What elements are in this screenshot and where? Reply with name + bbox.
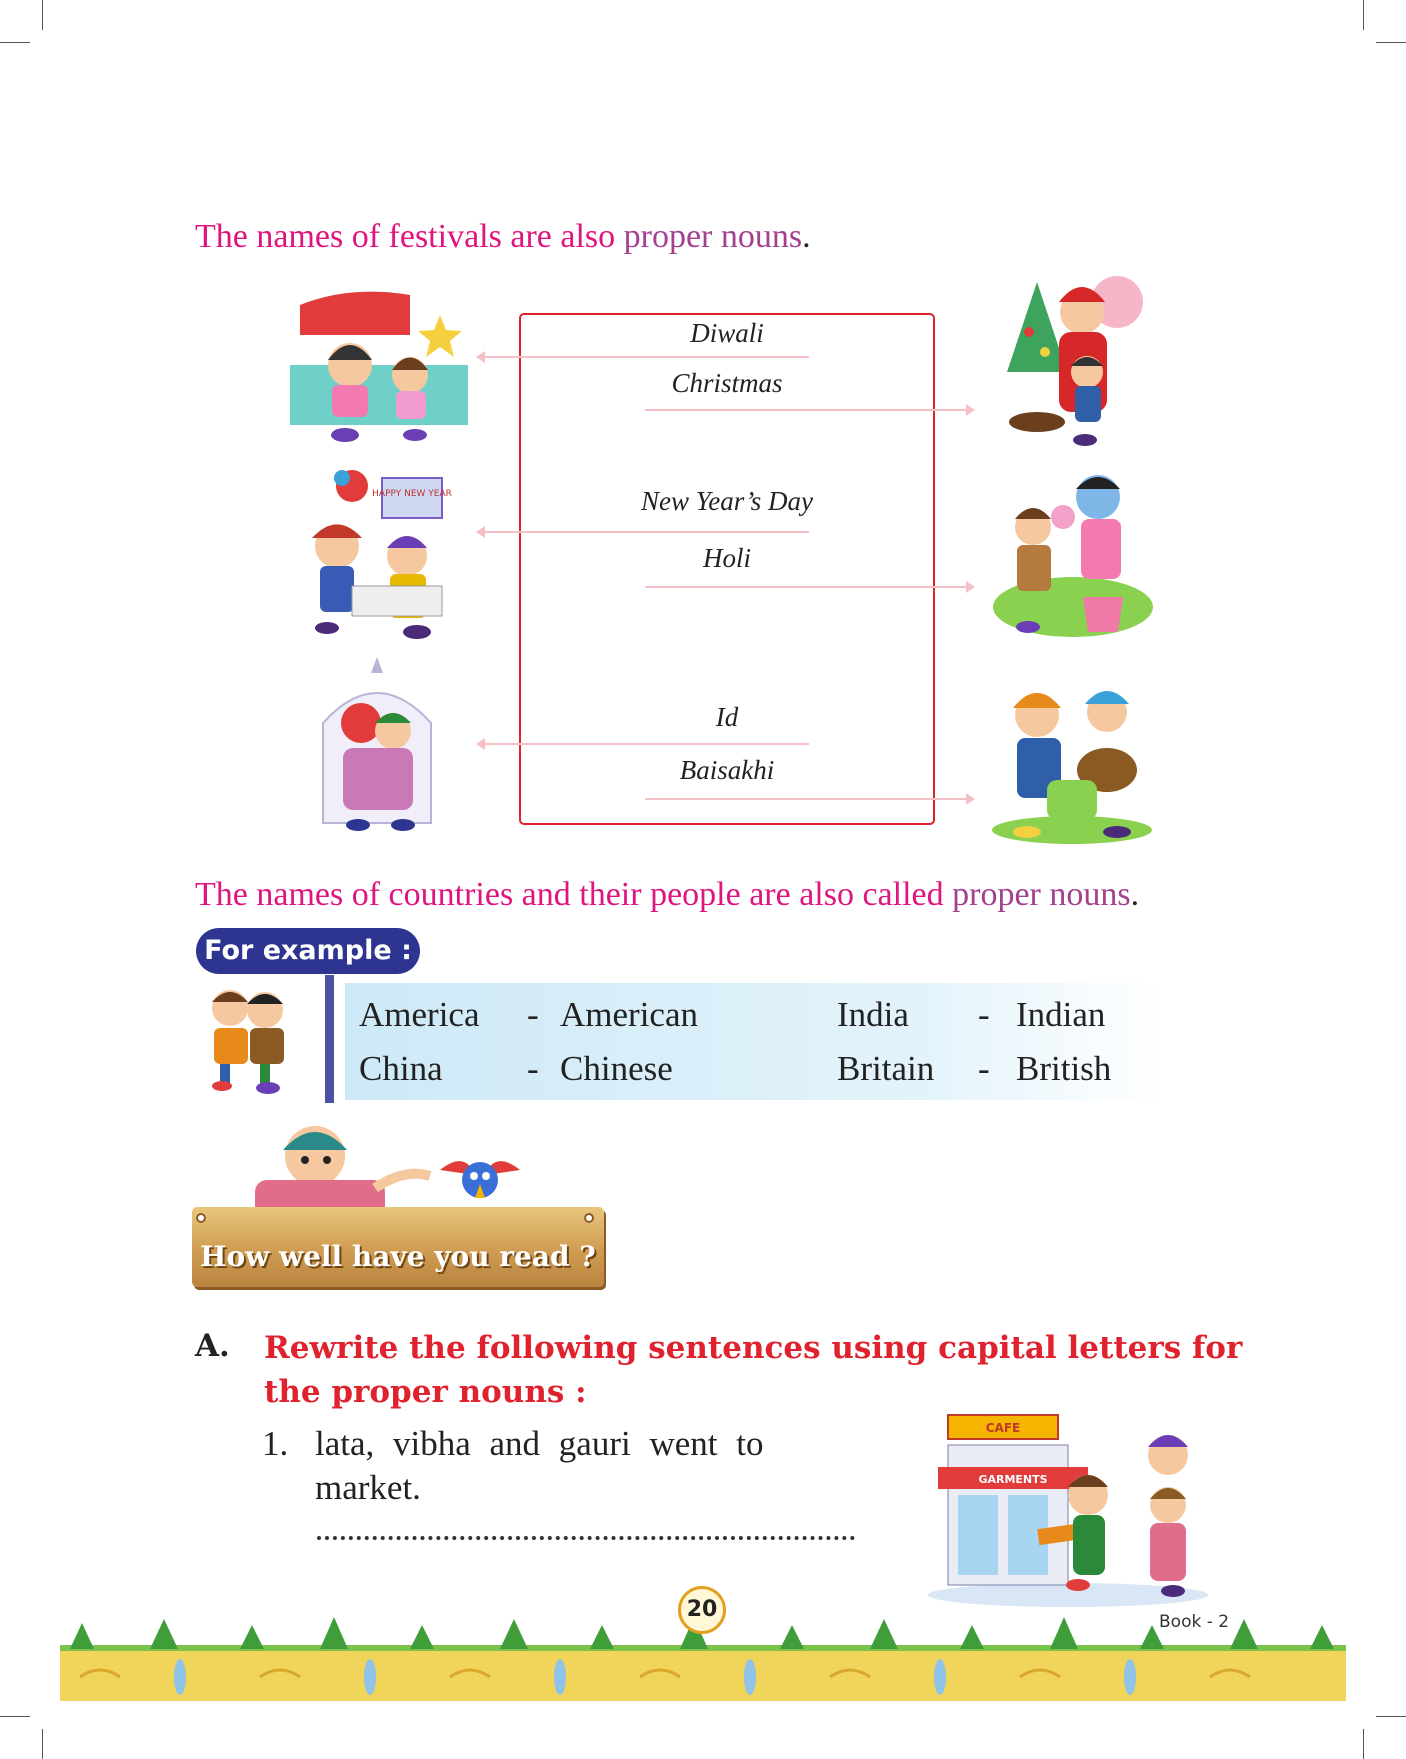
holi-picture <box>983 457 1157 643</box>
happy-new-year-sign-text: HAPPY NEW YEAR <box>372 489 452 499</box>
festival-word-diwali: Diwali <box>690 318 764 348</box>
people-american: American <box>560 995 698 1034</box>
page-number: 20 <box>678 1586 726 1634</box>
book-label: Book - 2 <box>1159 1612 1230 1632</box>
dash: - <box>527 1049 539 1088</box>
dash: - <box>527 995 539 1034</box>
for-example-label: For example : <box>196 928 420 974</box>
festival-word-holi: Holi <box>702 543 751 573</box>
item-sentence-line1: lata, vibha and gauri went to <box>315 1424 764 1463</box>
reading-child-picture <box>245 1118 435 1218</box>
children-picture <box>200 980 295 1095</box>
dash: - <box>978 995 990 1034</box>
diwali-picture <box>290 275 468 445</box>
new-year-picture <box>282 456 474 646</box>
country-america: America <box>359 995 480 1034</box>
festival-word-new-years-day: New Year’s Day <box>640 486 814 516</box>
countries-heading-text: The names of countries and their people are also called <box>195 876 953 913</box>
board-nail <box>196 1213 206 1223</box>
people-british: British <box>1016 1049 1112 1088</box>
dash: - <box>978 1049 990 1088</box>
arrow-left-diwali <box>484 356 809 358</box>
arrow-right-baisakhi <box>645 798 967 800</box>
country-india: India <box>837 995 909 1034</box>
arrow-left-id <box>484 743 809 745</box>
arrow-right-christmas <box>645 409 967 411</box>
festival-word-christmas: Christmas <box>671 368 783 398</box>
arrow-right-holi <box>645 586 967 588</box>
market-picture <box>918 1395 1218 1615</box>
example-accent-bar <box>325 975 334 1103</box>
countries-heading <box>195 876 1139 914</box>
board-nail <box>584 1213 594 1223</box>
festivals-heading <box>195 218 811 256</box>
festivals-heading-highlight: proper nouns <box>623 218 803 255</box>
garments-sign-text: GARMENTS <box>978 1473 1048 1486</box>
exercise-title: Rewrite the following sentences using capital letters for the proper nouns : <box>264 1330 1243 1410</box>
festival-word-id: Id <box>715 702 739 732</box>
id-picture <box>303 653 451 839</box>
arrow-left-new-year <box>484 531 809 533</box>
countries-heading-highlight: proper nouns <box>952 876 1131 913</box>
cafe-sign-text: CAFE <box>985 1421 1021 1435</box>
baisakhi-picture <box>987 660 1157 845</box>
exercise-letter: A. <box>195 1328 230 1364</box>
festivals-heading-text: The names of festivals are also <box>195 218 624 255</box>
country-britain: Britain <box>837 1049 935 1088</box>
item-number: 1. <box>262 1424 289 1463</box>
festival-word-baisakhi: Baisakhi <box>679 755 775 785</box>
festivals-heading-end: . <box>802 218 811 255</box>
bird-icon <box>435 1150 525 1210</box>
christmas-picture <box>997 262 1157 454</box>
people-indian: Indian <box>1016 995 1106 1034</box>
how-well-title: How well have you read ? <box>200 1240 596 1273</box>
answer-line[interactable] <box>317 1526 855 1540</box>
people-chinese: Chinese <box>560 1049 673 1088</box>
country-china: China <box>359 1049 443 1088</box>
item-sentence-line2: market. <box>315 1468 421 1507</box>
countries-heading-end: . <box>1130 876 1140 913</box>
